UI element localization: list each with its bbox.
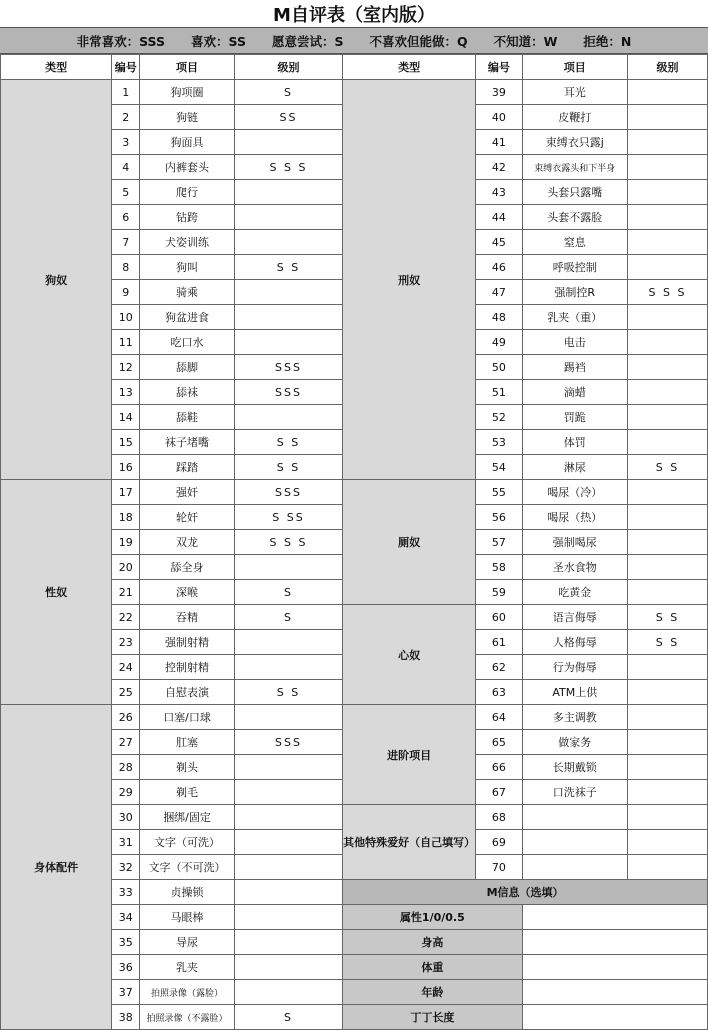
item-number: 18 xyxy=(112,505,140,530)
item-rating[interactable]: S S xyxy=(234,430,342,455)
item-name: 犬姿训练 xyxy=(140,230,235,255)
item-name: 轮奸 xyxy=(140,505,235,530)
legend-item: 喜欢：SS xyxy=(191,33,246,49)
item-rating[interactable]: S S S xyxy=(627,280,707,305)
item-rating[interactable] xyxy=(234,805,342,830)
item-number: 3 xyxy=(112,130,140,155)
m-info-header: M信息（选填） xyxy=(343,880,708,905)
item-number: 20 xyxy=(112,555,140,580)
item-number: 68 xyxy=(476,805,522,830)
item-rating[interactable]: SSS xyxy=(234,380,342,405)
m-info-label: 年龄 xyxy=(343,980,522,1005)
category-sex: 性奴 xyxy=(1,480,112,705)
item-number: 8 xyxy=(112,255,140,280)
item-name: 体罚 xyxy=(522,430,627,455)
item-rating[interactable] xyxy=(627,780,707,805)
item-number: 11 xyxy=(112,330,140,355)
item-rating[interactable] xyxy=(627,155,707,180)
item-number: 27 xyxy=(112,730,140,755)
category-dog: 狗奴 xyxy=(1,80,112,480)
item-number: 35 xyxy=(112,930,140,955)
item-number: 46 xyxy=(476,255,522,280)
item-number: 33 xyxy=(112,880,140,905)
category-advanced: 进阶项目 xyxy=(343,705,476,805)
item-rating[interactable] xyxy=(234,280,342,305)
item-number: 4 xyxy=(112,155,140,180)
item-number: 52 xyxy=(476,405,522,430)
table-row xyxy=(1,80,708,105)
item-rating[interactable] xyxy=(234,955,342,980)
item-number: 29 xyxy=(112,780,140,805)
m-info-label: 身高 xyxy=(343,930,522,955)
item-number: 5 xyxy=(112,180,140,205)
legend-item: 拒绝：N xyxy=(583,33,632,49)
item-name: 舔全身 xyxy=(140,555,235,580)
rating-table xyxy=(0,54,708,1030)
item-number: 70 xyxy=(476,855,522,880)
item-number: 22 xyxy=(112,605,140,630)
item-name: 强制喝尿 xyxy=(522,530,627,555)
item-number: 49 xyxy=(476,330,522,355)
item-rating[interactable] xyxy=(234,230,342,255)
column-header-type: 类型 xyxy=(343,55,476,80)
item-number: 59 xyxy=(476,580,522,605)
item-name: 导尿 xyxy=(140,930,235,955)
item-number: 24 xyxy=(112,655,140,680)
item-rating[interactable] xyxy=(627,680,707,705)
item-name: 马眼棒 xyxy=(140,905,235,930)
item-number: 66 xyxy=(476,755,522,780)
item-name: 舔袜 xyxy=(140,380,235,405)
item-number: 12 xyxy=(112,355,140,380)
item-rating[interactable]: S S xyxy=(234,255,342,280)
m-info-label: 丁丁长度 xyxy=(343,1005,522,1030)
item-name: 狗项圈 xyxy=(140,80,235,105)
item-number: 67 xyxy=(476,780,522,805)
item-rating[interactable] xyxy=(627,305,707,330)
item-rating[interactable]: S xyxy=(234,1005,342,1030)
table-row xyxy=(1,480,708,505)
item-number: 54 xyxy=(476,455,522,480)
column-header-num: 编号 xyxy=(112,55,140,80)
item-name: 口洗袜子 xyxy=(522,780,627,805)
item-name: 拍照录像（不露脸） xyxy=(140,1005,235,1030)
item-number: 26 xyxy=(112,705,140,730)
item-name: 口塞/口球 xyxy=(140,705,235,730)
item-rating[interactable] xyxy=(234,830,342,855)
item-number: 1 xyxy=(112,80,140,105)
item-name: ATM上供 xyxy=(522,680,627,705)
item-name: 淋尿 xyxy=(522,455,627,480)
item-number: 65 xyxy=(476,730,522,755)
category-toilet: 厕奴 xyxy=(343,480,476,605)
item-name: 头套只露嘴 xyxy=(522,180,627,205)
item-number: 32 xyxy=(112,855,140,880)
item-name: 双龙 xyxy=(140,530,235,555)
item-name: 束缚衣露头和下半身 xyxy=(522,155,627,180)
item-name: 贞操锁 xyxy=(140,880,235,905)
item-name: 吃黄金 xyxy=(522,580,627,605)
item-number: 51 xyxy=(476,380,522,405)
category-punish: 刑奴 xyxy=(343,80,476,480)
item-number: 21 xyxy=(112,580,140,605)
item-rating[interactable]: SS xyxy=(234,105,342,130)
item-rating[interactable] xyxy=(234,780,342,805)
item-name: 文字（可洗） xyxy=(140,830,235,855)
legend-item: 不知道：W xyxy=(493,33,558,49)
item-name: 踢裆 xyxy=(522,355,627,380)
item-rating[interactable]: S S xyxy=(234,455,342,480)
item-name: 踩踏 xyxy=(140,455,235,480)
item-number: 31 xyxy=(112,830,140,855)
item-name: 舔脚 xyxy=(140,355,235,380)
item-name: 吞精 xyxy=(140,605,235,630)
item-name: 剃头 xyxy=(140,755,235,780)
item-rating[interactable] xyxy=(627,230,707,255)
item-name: 袜子堵嘴 xyxy=(140,430,235,455)
item-rating[interactable] xyxy=(234,180,342,205)
item-number: 2 xyxy=(112,105,140,130)
item-name: 狗叫 xyxy=(140,255,235,280)
item-rating[interactable] xyxy=(627,330,707,355)
item-number: 6 xyxy=(112,205,140,230)
item-rating[interactable]: SSS xyxy=(234,480,342,505)
item-name: 圣水食物 xyxy=(522,555,627,580)
item-name: 皮鞭打 xyxy=(522,105,627,130)
column-header-type: 类型 xyxy=(1,55,112,80)
item-rating[interactable]: S S xyxy=(234,680,342,705)
item-number: 16 xyxy=(112,455,140,480)
item-name: 剃毛 xyxy=(140,780,235,805)
item-name: 滴蜡 xyxy=(522,380,627,405)
item-rating[interactable]: S xyxy=(234,605,342,630)
item-rating[interactable] xyxy=(627,655,707,680)
item-rating[interactable] xyxy=(234,755,342,780)
item-name: 耳光 xyxy=(522,80,627,105)
item-rating[interactable]: S xyxy=(234,580,342,605)
header-row xyxy=(1,55,708,80)
item-number: 61 xyxy=(476,630,522,655)
item-name: 人格侮辱 xyxy=(522,630,627,655)
item-rating[interactable] xyxy=(627,555,707,580)
item-rating[interactable] xyxy=(627,380,707,405)
item-number: 57 xyxy=(476,530,522,555)
item-rating[interactable] xyxy=(627,180,707,205)
item-name: 吃口水 xyxy=(140,330,235,355)
item-number: 34 xyxy=(112,905,140,930)
item-number: 48 xyxy=(476,305,522,330)
item-number: 14 xyxy=(112,405,140,430)
item-number: 60 xyxy=(476,605,522,630)
item-number: 36 xyxy=(112,955,140,980)
item-number: 55 xyxy=(476,480,522,505)
item-number: 58 xyxy=(476,555,522,580)
item-rating[interactable] xyxy=(627,405,707,430)
item-rating[interactable]: S S S xyxy=(234,530,342,555)
legend-item: 愿意尝试：S xyxy=(271,33,344,49)
item-name: 呼吸控制 xyxy=(522,255,627,280)
item-number: 53 xyxy=(476,430,522,455)
item-number: 30 xyxy=(112,805,140,830)
item-rating[interactable] xyxy=(627,830,707,855)
legend-item: 非常喜欢：SSS xyxy=(76,33,165,49)
item-name: 强制控R xyxy=(522,280,627,305)
item-number: 50 xyxy=(476,355,522,380)
item-rating[interactable] xyxy=(234,930,342,955)
item-rating[interactable] xyxy=(234,305,342,330)
item-name: 罚跪 xyxy=(522,405,627,430)
item-number: 17 xyxy=(112,480,140,505)
item-rating[interactable] xyxy=(627,755,707,780)
table-row xyxy=(1,705,708,730)
item-number: 39 xyxy=(476,80,522,105)
item-number: 13 xyxy=(112,380,140,405)
item-number: 56 xyxy=(476,505,522,530)
item-name: 控制射精 xyxy=(140,655,235,680)
item-name: 深喉 xyxy=(140,580,235,605)
item-name: 做家务 xyxy=(522,730,627,755)
column-header-item: 项目 xyxy=(522,55,627,80)
item-name: 乳夹（重） xyxy=(522,305,627,330)
item-name: 头套不露脸 xyxy=(522,205,627,230)
item-name[interactable] xyxy=(522,855,627,880)
item-rating[interactable] xyxy=(234,405,342,430)
item-name: 文字（不可洗） xyxy=(140,855,235,880)
item-name: 舔鞋 xyxy=(140,405,235,430)
sheet-title: M自评表（室内版） xyxy=(0,0,708,28)
legend-item: 不喜欢但能做：Q xyxy=(369,33,468,49)
item-rating[interactable] xyxy=(234,130,342,155)
item-name: 多主调教 xyxy=(522,705,627,730)
item-rating[interactable] xyxy=(234,330,342,355)
item-number: 15 xyxy=(112,430,140,455)
item-number: 40 xyxy=(476,105,522,130)
item-number: 28 xyxy=(112,755,140,780)
item-number: 42 xyxy=(476,155,522,180)
item-name: 钻跨 xyxy=(140,205,235,230)
item-rating[interactable] xyxy=(627,805,707,830)
item-name: 窒息 xyxy=(522,230,627,255)
m-info-value[interactable] xyxy=(522,955,707,980)
item-rating[interactable]: SSS xyxy=(234,355,342,380)
item-rating[interactable] xyxy=(627,705,707,730)
item-rating[interactable] xyxy=(627,80,707,105)
m-info-value[interactable] xyxy=(522,905,707,930)
category-other: 其他特殊爱好（自己填写） xyxy=(343,805,476,880)
column-header-num: 编号 xyxy=(476,55,522,80)
item-number: 23 xyxy=(112,630,140,655)
item-number: 47 xyxy=(476,280,522,305)
item-number: 9 xyxy=(112,280,140,305)
item-number: 44 xyxy=(476,205,522,230)
item-name: 强制射精 xyxy=(140,630,235,655)
column-header-level: 级别 xyxy=(234,55,342,80)
item-rating[interactable]: S xyxy=(234,80,342,105)
item-name: 捆绑/固定 xyxy=(140,805,235,830)
item-rating[interactable] xyxy=(234,980,342,1005)
item-name: 语言侮辱 xyxy=(522,605,627,630)
item-rating[interactable]: S S xyxy=(627,605,707,630)
item-name: 电击 xyxy=(522,330,627,355)
item-number: 64 xyxy=(476,705,522,730)
item-rating[interactable] xyxy=(627,855,707,880)
item-rating[interactable] xyxy=(234,905,342,930)
item-rating[interactable] xyxy=(627,105,707,130)
m-info-value[interactable] xyxy=(522,1005,707,1030)
item-number: 41 xyxy=(476,130,522,155)
item-rating[interactable] xyxy=(234,205,342,230)
item-rating[interactable] xyxy=(234,655,342,680)
item-rating[interactable] xyxy=(627,355,707,380)
item-number: 7 xyxy=(112,230,140,255)
rating-legend xyxy=(0,28,708,54)
item-name: 喝尿（冷） xyxy=(522,480,627,505)
item-name: 内裤套头 xyxy=(140,155,235,180)
item-number: 69 xyxy=(476,830,522,855)
item-rating[interactable] xyxy=(234,555,342,580)
m-info-label: 属性1/0/0.5 xyxy=(343,905,522,930)
item-name: 肛塞 xyxy=(140,730,235,755)
item-rating[interactable]: S S xyxy=(627,455,707,480)
item-rating[interactable] xyxy=(234,855,342,880)
item-name[interactable] xyxy=(522,830,627,855)
item-number: 45 xyxy=(476,230,522,255)
m-info-value[interactable] xyxy=(522,930,707,955)
item-number: 37 xyxy=(112,980,140,1005)
item-name: 狗链 xyxy=(140,105,235,130)
item-rating[interactable] xyxy=(234,630,342,655)
item-rating[interactable] xyxy=(627,530,707,555)
item-number: 43 xyxy=(476,180,522,205)
m-info-label: 体重 xyxy=(343,955,522,980)
item-name[interactable] xyxy=(522,805,627,830)
item-number: 63 xyxy=(476,680,522,705)
item-name: 乳夹 xyxy=(140,955,235,980)
item-rating[interactable] xyxy=(627,505,707,530)
item-rating[interactable] xyxy=(234,880,342,905)
item-number: 19 xyxy=(112,530,140,555)
item-rating[interactable] xyxy=(627,130,707,155)
item-rating[interactable] xyxy=(627,480,707,505)
column-header-level: 级别 xyxy=(627,55,707,80)
item-rating[interactable] xyxy=(627,580,707,605)
item-rating[interactable]: S S S xyxy=(234,155,342,180)
item-name: 爬行 xyxy=(140,180,235,205)
item-name: 行为侮辱 xyxy=(522,655,627,680)
item-rating[interactable] xyxy=(627,430,707,455)
item-rating[interactable] xyxy=(627,205,707,230)
item-rating[interactable] xyxy=(234,705,342,730)
column-header-item: 项目 xyxy=(140,55,235,80)
item-name: 自慰表演 xyxy=(140,680,235,705)
item-name: 拍照录像（露脸） xyxy=(140,980,235,1005)
item-rating[interactable] xyxy=(627,255,707,280)
item-name: 强奸 xyxy=(140,480,235,505)
item-name: 狗面具 xyxy=(140,130,235,155)
item-number: 62 xyxy=(476,655,522,680)
item-name: 狗盆进食 xyxy=(140,305,235,330)
item-name: 束缚衣只露j xyxy=(522,130,627,155)
item-rating[interactable]: SSS xyxy=(234,730,342,755)
category-body: 身体配件 xyxy=(1,705,112,1030)
m-info-value[interactable] xyxy=(522,980,707,1005)
item-number: 25 xyxy=(112,680,140,705)
category-heart: 心奴 xyxy=(343,605,476,705)
item-name: 骑乘 xyxy=(140,280,235,305)
item-number: 38 xyxy=(112,1005,140,1030)
item-rating[interactable] xyxy=(627,730,707,755)
item-name: 喝尿（热） xyxy=(522,505,627,530)
item-name: 长期戴锁 xyxy=(522,755,627,780)
item-number: 10 xyxy=(112,305,140,330)
item-rating[interactable]: S SS xyxy=(234,505,342,530)
item-rating[interactable]: S S xyxy=(627,630,707,655)
